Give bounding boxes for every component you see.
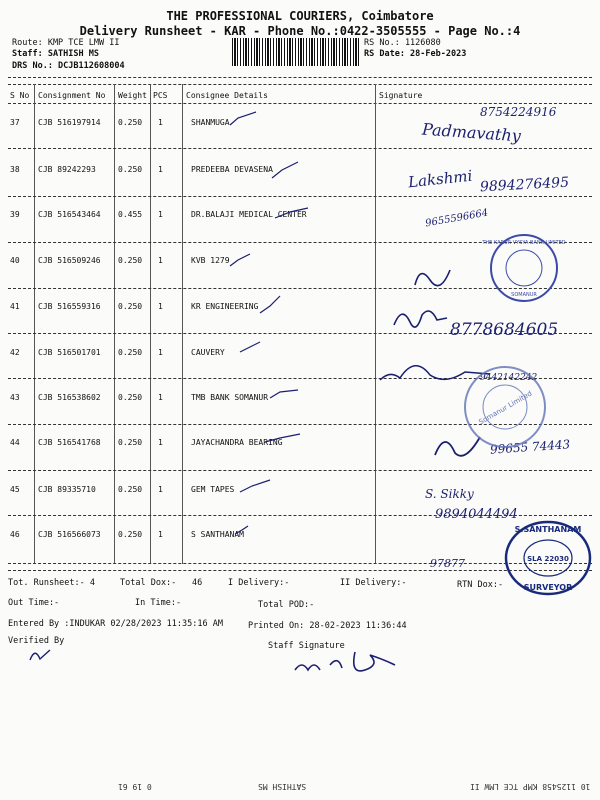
row-consignee: TMB BANK SOMANUR <box>191 393 269 402</box>
row-pcs: 1 <box>158 210 163 219</box>
bank-stamp <box>482 232 566 304</box>
row-pcs: 1 <box>158 485 163 494</box>
row-sno: 45 <box>10 485 20 494</box>
printed-on: Printed On: 28-02-2023 11:36:44 <box>248 621 407 631</box>
row-pcs: 1 <box>158 256 163 265</box>
handwritten-name: S. Sikky <box>425 487 474 501</box>
handwritten-signature <box>410 255 460 295</box>
handwritten-phone: 9655596664 <box>424 207 490 230</box>
row-weight: 0.250 <box>118 485 143 494</box>
handwritten-phone: 8754224916 <box>480 105 557 119</box>
col-header-sno: S No <box>10 91 30 100</box>
bleed-through-text: 10 1125458 KMP TCE LMW II <box>470 782 591 791</box>
i-delivery: I Delivery:- <box>228 578 290 588</box>
row-pcs: 1 <box>158 438 163 447</box>
in-time: In Time:- <box>135 598 182 608</box>
stamp-bank-name: THE KARUR VYSYA BANK LIMITED <box>482 240 566 246</box>
handwritten-name: Lakshmi <box>407 166 474 192</box>
row-weight: 0.250 <box>118 256 143 265</box>
staff-signature-label: Staff Signature <box>268 641 345 651</box>
handwritten-phone: 8778684605 <box>450 320 559 340</box>
row-weight: 0.250 <box>118 348 143 357</box>
row-consignment: CJB 516509246 <box>38 256 101 265</box>
column-line <box>150 84 151 564</box>
total-dox-value: 46 <box>192 578 203 588</box>
row-consignment: CJB 89242293 <box>38 165 96 174</box>
row-sno: 44 <box>10 438 20 447</box>
bank-stamp-2 <box>460 362 550 452</box>
row-weight: 0.455 <box>118 210 143 219</box>
column-line <box>34 84 35 564</box>
row-consignment: CJB 516566073 <box>38 530 101 539</box>
tot-runsheet: Tot. Runsheet:- 4 <box>8 578 95 588</box>
row-consignment: CJB 516541768 <box>38 438 101 447</box>
handwritten-phone: 9894044494 <box>435 507 518 522</box>
row-sno: 39 <box>10 210 20 219</box>
row-consignee: DR.BALAJI MEDICAL CENTER <box>191 210 307 219</box>
row-consignment: CJB 516559316 <box>38 302 101 311</box>
stamp-code: SLA 22030 <box>527 555 569 563</box>
entered-by: Entered By :INDUKAR 02/28/2023 11:35:16 AM <box>8 619 223 629</box>
col-header-weight: Weight <box>118 91 147 100</box>
bleed-through-text: 0 19 61 <box>118 782 152 791</box>
total-pod: Total POD:- <box>258 600 315 610</box>
document-subtitle: Delivery Runsheet - KAR - Phone No.:0422-3505555 - Page No.:4 <box>79 24 521 38</box>
row-weight: 0.250 <box>118 118 143 127</box>
stamp-branch: SOMANUR <box>511 292 537 298</box>
row-consignment: CJB 516197914 <box>38 118 101 127</box>
handwritten-phone: 97877 <box>430 557 465 570</box>
row-consignment: CJB 516501701 <box>38 348 101 357</box>
row-sno: 41 <box>10 302 20 311</box>
handwritten-phone: 9442142242 <box>480 373 538 383</box>
row-weight: 0.250 <box>118 393 143 402</box>
row-consignee: PREDEEBA DEVASENA <box>191 165 273 174</box>
pen-tick-marks <box>180 100 380 570</box>
ii-delivery: II Delivery:- <box>340 578 407 588</box>
staff-signature <box>290 640 400 680</box>
stamp-text: Somanur Limited <box>477 389 534 427</box>
row-pcs: 1 <box>158 348 163 357</box>
row-weight: 0.250 <box>118 165 143 174</box>
col-header-consignee: Consignee Details <box>186 91 268 100</box>
handwritten-signature <box>392 300 452 340</box>
row-consignee: KR ENGINEERING <box>191 302 259 311</box>
col-header-pcs: PCS <box>153 91 168 100</box>
handwritten-name: Padmavathy <box>421 119 522 146</box>
document-title: THE PROFESSIONAL COURIERS, Coimbatore <box>166 9 434 23</box>
row-consignee: GEM TAPES <box>191 485 235 494</box>
col-header-signature: Signature <box>379 91 423 100</box>
row-consignee: SHANMUGA <box>191 118 230 127</box>
row-consignee: S SANTHANAM <box>191 530 244 539</box>
col-header-consignment: Consignment No <box>38 91 106 100</box>
bleed-through-text: SATHISH MS <box>258 782 307 791</box>
divider <box>8 84 592 85</box>
row-pcs: 1 <box>158 302 163 311</box>
barcode <box>232 38 360 66</box>
row-weight: 0.250 <box>118 530 143 539</box>
row-consignment: CJB 89335710 <box>38 485 96 494</box>
rs-number: RS No.: 1126080 <box>364 38 441 48</box>
row-consignee: CAUVERY <box>191 348 225 357</box>
route-label: Route: KMP TCE LMW II <box>12 38 120 48</box>
row-weight: 0.250 <box>118 302 143 311</box>
row-pcs: 1 <box>158 393 163 402</box>
column-line <box>114 84 115 564</box>
row-sno: 42 <box>10 348 20 357</box>
row-pcs: 1 <box>158 530 163 539</box>
handwritten-phone: 9894276495 <box>479 174 570 196</box>
rtn-dox: RTN Dox:- <box>457 580 504 590</box>
row-consignment: CJB 516543464 <box>38 210 101 219</box>
stamp-role: SURVEYOR <box>523 583 573 592</box>
total-dox-label: Total Dox:- <box>120 578 177 588</box>
handwritten-phone: 99655 74443 <box>489 437 571 457</box>
staff-label: Staff: SATHISH MS <box>12 49 99 59</box>
row-consignee: KVB 1279 <box>191 256 230 265</box>
row-pcs: 1 <box>158 165 163 174</box>
out-time: Out Time:- <box>8 598 60 608</box>
row-sno: 46 <box>10 530 20 539</box>
drs-number: DRS No.: DCJB112608004 <box>12 61 125 71</box>
row-pcs: 1 <box>158 118 163 127</box>
verifier-signature <box>25 645 55 665</box>
row-consignee: JAYACHANDRA BEARING <box>191 438 283 447</box>
rs-date: RS Date: 28-Feb-2023 <box>364 49 467 59</box>
row-sno: 38 <box>10 165 20 174</box>
row-sno: 40 <box>10 256 20 265</box>
surveyor-stamp <box>502 518 594 598</box>
divider <box>8 77 592 78</box>
verified-by: Verified By <box>8 636 65 646</box>
stamp-name: S.SANTHANAM <box>514 525 582 534</box>
row-consignment: CJB 516538602 <box>38 393 101 402</box>
row-sno: 37 <box>10 118 20 127</box>
row-sno: 43 <box>10 393 20 402</box>
row-weight: 0.250 <box>118 438 143 447</box>
